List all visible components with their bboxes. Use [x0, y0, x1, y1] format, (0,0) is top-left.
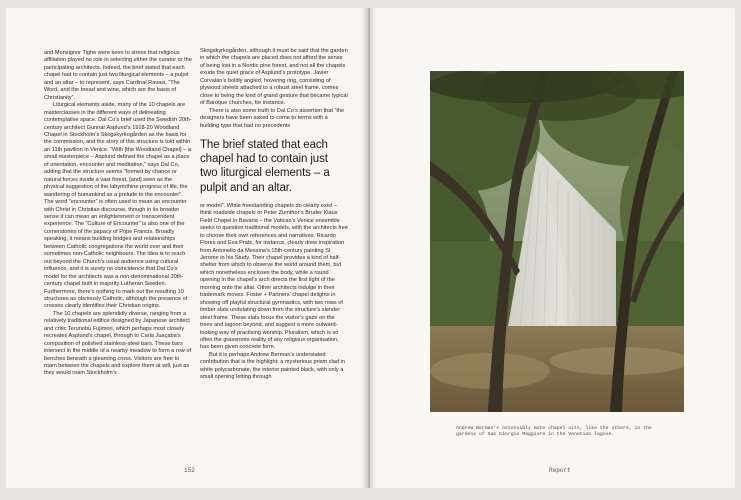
text-column-1 [44, 50, 192, 378]
paragraph: But it is perhaps Andrew Berman’s understated contribution that is the highlight: a mysterious prism clad in white polycarbonate, the interior painted black, with only a small opening letting through [200, 351, 345, 381]
right-page [370, 8, 735, 488]
photo-caption: Andrew Berman’s ostensibly mute chapel sits, like the others, in the gardens of San Giorgio Maggiore in the Venetian lagoon. [456, 426, 652, 438]
text-column-2 [200, 48, 348, 382]
paragraph: There is also some truth to Dal Co’s assertion that “the designers have been asked to come to terms with a building type that had no precedents [200, 107, 345, 129]
paragraph: Skogskyrkogården, although it must be said that the garden in which the chapels are placed does not afford the sense of being lost in a Nordic pine forest, and not all the chapels exude the quiet grace of Asplund’s prototype. Javier Corvalán’s boldly angled, hovering ring, consisting of plywood sheets attached to a robust steel frame, comes close to being the kind of grand gesture that became typical of Baroque churches, for instance. [200, 48, 348, 107]
paragraph: The 10 chapels are splendidly diverse, ranging from a relatively traditional edifice designed by Japanese architect and critic Terunobu Fujimori, which perhaps most closely recreates Asplund’s chapel, through to Carla Juaçaba’s composition of polished stainless-steel bars. These bars intersect in the middle of a nearby meadow to form a row of benches beneath a gleaming cross. Visitors are free to roam between the chapels and explore them at will, just as they would roam Stockholm’s [44, 310, 192, 377]
paragraph: or model”. While freestanding chapels do clearly exist – think roadside chapels or Peter Zumthor’s Bruder Klaus Field Chapel in Bavaria – the Vatican’s Venice ensemble seeks to question traditional models, with the architects free to choose their own references and narratives. Ricardo Flores and Eva Prats, for instance, clearly drew inspiration from Antonello da Messina’s 15th-century painting St Jerome in his Study. Their chapel provides a kind of half-shelter from which to observe the world around them, but which nonetheless encloses the body, while a round opening in the chapel’s arch directs the first light of the morning onto the altar. Other architects indulge in their trademark moves. Foster + Partners’ chapel delights in showing off playful structural gymnastics, with two rows of timber slats undulating down from the structure’s slender steel frame. These slats focus the visitor’s gaze on the trees and lagoon beyond, and suggest a more outward-looking way of practising worship. Pluralism, which is so often the grassroots reality of any religious organisation, has been given concrete form. [200, 202, 348, 351]
paragraph: Liturgical elements aside, many of the 10 chapels are masterclasses in the different ways of delineating contemplative space. Dal Co’s brief used the Swedish 20th-century architect Gunnar Asplund’s 1918-20 Woodland Chapel in Stockholm’s Skogskyrkogården as the basis for the commission, and the story of this structure is told within an 11th pavilion in Venice. “With [the Woodland Chapel] – a small masterpiece – Asplund defined the chapel as a place of orientation, encounter and meditation,” says Dal Co, adding that the structure seems “formed by chance or natural forces inside a vast forest, [and] seen as the physical suggestion of the labyrinthine progress of life, the wandering of humankind as a prelude to the encounter”. The word “encounter” is often used to mean an encounter with Christ in Christian discourse, though in its broader sense it can mean an enlightenment or transcendent experience. The “Culture of Encounter” is also one of the cornerstones of the papacy of Pope Francis. Broadly speaking, it means building bridges and relationships between Catholic congregations the world over and their sometimes non-Catholic neighbours. The idea is to reach out beyond the Church’s usual audience using cultural influence, and it is surely no coincidence that Dal Co’s model for the architects was a non-denominational 20th-century chapel built in majority Lutheran Sweden. Furthermore, there’s nothing to mark out the resulting 10 structures as obviously Catholic, although the presence of crosses clearly identifies their Christian origins. [44, 102, 192, 310]
chapel-photo [430, 71, 684, 412]
section-label: Report [549, 467, 571, 474]
gutter-shadow [362, 8, 376, 488]
left-page [6, 8, 368, 488]
magazine-spread [6, 8, 735, 488]
pull-quote: The brief stated that each chapel had to contain just two liturgical elements – a pulpit and an altar. [200, 138, 330, 194]
page-number: 152 [184, 467, 195, 474]
paragraph: and Monsignor Tighe were keen to stress that religious affiliation played no role in selecting either the curator or the participating architects. Indeed, the brief stated that each chapel had to contain just two liturgical elements – a pulpit and an altar – to represent, says Cardinal Ravasi, “The Word, and the bread and wine, which are the basis of Christianity”. [44, 50, 192, 101]
